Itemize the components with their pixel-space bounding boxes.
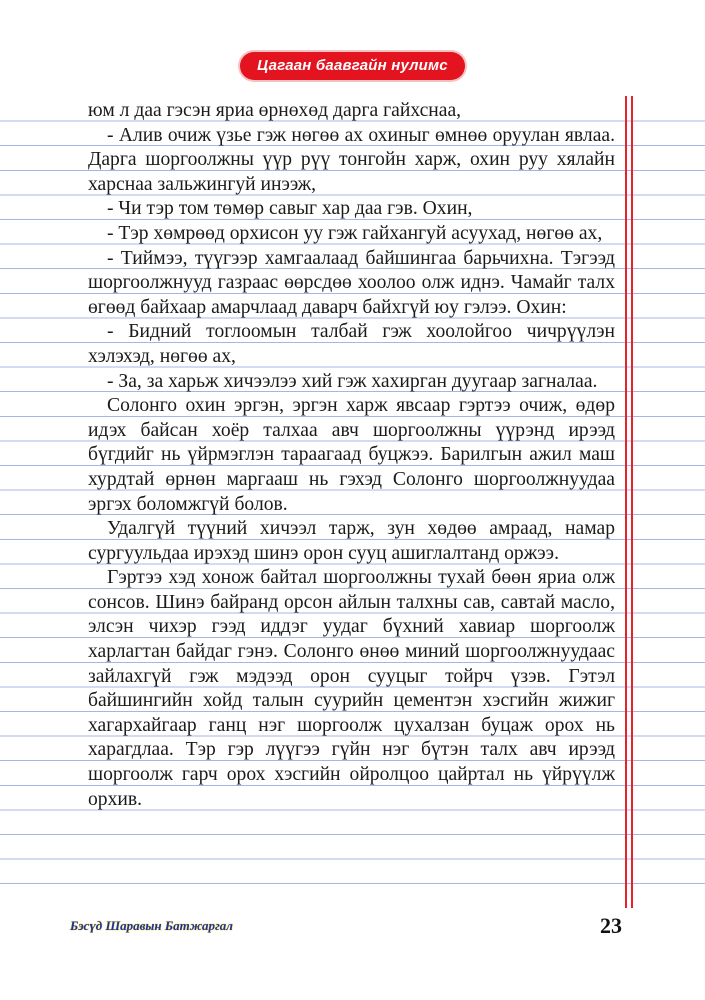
paragraph: - Алив очиж үзье гэж нөгөө ах охиныг өмнөө оруулан явлаа. Дарга шоргоолжны үүр рүү тонгойн харж, охин руу хялайн харснаа зальжингуй инээж,: [88, 124, 615, 195]
paragraph: - Чи тэр том төмөр савыг хар даа гэв. Охин,: [107, 198, 473, 220]
header-area: [0, 0, 705, 97]
paragraph: - Тэр хөмрөөд орхисон уу гэж гайхангуй асуухад, нөгөө ах,: [107, 222, 603, 244]
paragraph: Удалгүй түүний хичээл тарж, зун хөдөө амраад, намар сургуульдаа ирэхэд шинэ орон сууц ашиглалтанд оржээ.: [88, 518, 615, 564]
page-body-text: [88, 99, 615, 812]
margin-line-left: [625, 96, 627, 908]
margin-line-right: [631, 96, 633, 908]
paragraph: Гэртээ хэд хонож байтал шоргоолжны тухай бөөн яриа олж сонсов. Шинэ байранд орсон айлын талхны сав, савтай масло, элсэн чихэр гээд иддэг уудаг бүхний хавиар шоргоолж харлагтан байдаг гэнэ. Солонго өнөө миний шоргоолжнуудаас зайлахгүй гэж мэдээд орон сууцыг тойрч үзэв. Гэтэл байшингийн хойд талын суурийн цементэн хэсгийн жижиг хагархайгаар ганц нэг шоргоолж цухалзан буцаж орох нь харагдлаа. Тэр гэр лүүгээ гүйн нэг бүтэн талх авч ирээд шоргоолж гарч орох хэсгийн ойролцоо цайртал нь үйрүүлж орхив.: [88, 567, 615, 810]
paragraph: юм л даа гэсэн яриа өрнөхөд дарга гайхснаа,: [88, 100, 462, 121]
page-number: 23: [600, 913, 622, 938]
author-name: Бэсүд Шаравын Батжаргал: [70, 918, 233, 933]
paragraph: - Тиймээ, түүгээр хамгаалаад байшингаа барьчихна. Тэгээд шоргоолжнууд газраас өөрсдөө хоолоо олж иднэ. Чамайг талх өгөөд байхаар амарчлаад даварч байхгүй юу гэлээ. Охин:: [88, 247, 615, 318]
book-title-banner: Цагаан баавгайн нулимс: [240, 52, 465, 80]
paragraph: Солонго охин эргэн, эргэн харж явсаар гэртээ очиж, өдөр идэх байсан хоёр талхаа авч шоргоолжны үүрэнд ирээд бүгдийг нь үйрмэглэн тараагаад буцжээ. Барилгын ажил маш хурдтай өрнөн маргааш нь гэхэд Солонго шоргоолжнуудаа эргэх боломжгүй болов.: [88, 395, 615, 515]
paragraph: - Бидний тоглоомын талбай гэж хоолойгоо чичрүүлэн хэлэхэд, нөгөө ах,: [88, 321, 615, 367]
paragraph: - За, за харьж хичээлээ хий гэж хахирган дуугаар загналаа.: [107, 370, 598, 392]
